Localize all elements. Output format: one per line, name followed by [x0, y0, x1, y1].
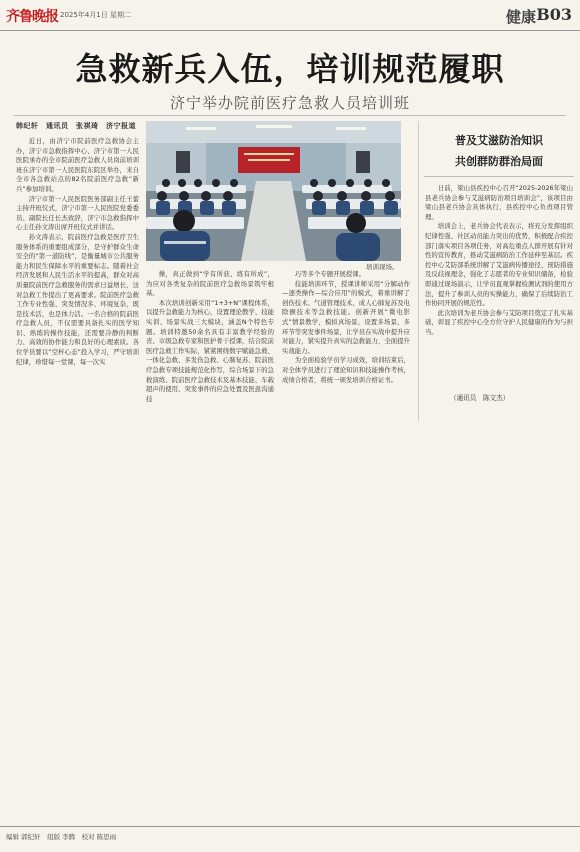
sub-headline: 济宁举办院前医疗急救人员培训班	[169, 94, 410, 112]
headline-divider	[14, 115, 566, 116]
page-header	[0, 0, 580, 32]
issue-date: 2025年4月1日	[60, 11, 108, 19]
paragraph: 此次培训为老兵协会参与艾防项目奠定了扎实基础，彰显了疾控中心全方位守护人民健康的作为与担当。	[425, 308, 573, 336]
footer-rule	[0, 826, 580, 827]
section-name: 健康	[505, 8, 536, 26]
paragraph: 日前，梁山县疾控中心召开“2025-2026年梁山县老兵协会参与艾滋病防治项目培训会”，该项目由梁山县老兵协会具体执行，县疾控中心负责项目管理。	[425, 184, 573, 221]
paragraph: 为全面检验学员学习成效，培训结束后，对全体学员进行了理论知识和技能操作考核，成绩合格者，将统一颁发培训合格证书。	[282, 356, 410, 384]
article-column-1	[16, 137, 139, 395]
article-column-2	[146, 270, 274, 410]
sidebar-headline-line1: 普及艾滋防治知识	[455, 134, 543, 147]
paragraph: 孙文涛表示，院前医疗急救是医疗卫生服务体系的重要组成部分，是守护群众生命安全的“第一道防线”，是衡量城市公共服务能力和民生保障水平的重要标志。随着社会经济发展和人民生活水平的提高，群众对高质量院前医疗急救服务的需求日益增长，这对急救工作提出了更高要求。院前医疗急救工作专业性强、突发情况多、环境复杂，既是技术活，也是体力活。一名合格的院前医疗急救人员，不仅需要具备扎实的医学知识、熟练的操作技能，还需要冷静的判断力、高效的协作能力和良好的心理素质。各位学员要以“空杯心态”投入学习，严守培训纪律，珍惜每一堂课，每一次实	[16, 232, 139, 366]
page-number: B03	[536, 5, 572, 24]
paragraph: 近日，由济宁市院前医疗急救协会主办，济宁市急救指挥中心、济宁市第一人民医院承办的全市院前医疗急救人员岗前培训班在济宁市第一人民医院东院区举办，来自全市各急救站点的82名院前医疗急救“新兵”参加培训。	[16, 137, 139, 193]
sidebar-headline-line2: 共创群防群治局面	[455, 155, 543, 168]
paragraph: 巧等多个专题开展授课。	[294, 270, 366, 278]
issue-weekday: 星期二	[110, 11, 131, 19]
article-byline: 韩纪轩 通讯员 张祺琦 济宁报道	[16, 122, 136, 130]
page-footer: 编辑 郭纪轩 组版 李腾 校对 陈思雨	[6, 833, 117, 841]
training-photo	[146, 121, 401, 261]
photo-caption: 培训现场。	[366, 263, 399, 271]
paragraph: 济宁市第一人民医院医务部副主任王蕾主持开班仪式，济宁市第一人民医院党委委员、副院长任长杰致辞，济宁市急救指挥中心主任孙文涛出席开班仪式并讲话。	[16, 194, 139, 232]
paragraph: 技能培训环节，授课讲师采用“分解动作—逐类操作—综合应用”的模式，着重讲解了创伤技术、气道管理技术、成人心肺复苏及电除颤技术等急救技能。创新开展“微电影式”情景教学，模拟真场景、设置多场景、多环节等突发事件场景，让学员在实战中提升应对能力，紧实提升真实的急救能力，全面提升实战能力。	[282, 279, 410, 355]
header-rule	[0, 30, 580, 31]
masthead-logo: 齐鲁晚报	[6, 9, 58, 25]
paragraph: 培训会上，老兵协会代表表示，将充分发挥组织纪律性强、社区动员能力突出的优势，积极配合疾控部门落实项目各项任务，对高危重点人群开展有针对性的宣传教育，推动艾滋病防治工作延伸至基层。疾控中心艾防部系统讲解了艾滋病传播途径、预防措施及反歧视理念，强化了志愿者的专业知识储备，检验即通过现场演示，让学员直观掌握检测试剂的使用方法，提升了参训人员的实操能力，确保了后续防治工作协同开展的规范性。	[425, 222, 573, 308]
sidebar-separator	[418, 121, 419, 421]
paragraph: 本次培训创新采用“1+3+N”课程体系，以提升急救能力为核心，设置理论教学、技能实训、场景实战三大模块，涵盖N个特色专题。培训特邀50余名具有丰富教学经验的省、市级急救专家和医护骨干授课，结合院前医疗急救工作实际，紧紧围绕数字赋能急救、一体化急救、多发伤急救、心肺复苏、院前医疗急救专项技能规范化作写，综合场景下的急救演练、院前医疗急救技术及基本技能、车载超声的使用、突发事件的应急处置及医患沟通技	[146, 298, 274, 403]
sidebar-credit: （通讯员 陈文杰）	[450, 394, 510, 402]
article-column-3	[282, 270, 410, 410]
main-headline: 急救新兵入伍，培训规范履职	[75, 50, 505, 88]
sidebar-rule	[424, 176, 574, 177]
paragraph: 操，真正做到“学有所获、练有所成”，为应对各类复杂的院前医疗急救场景筑牢根基。	[146, 270, 274, 298]
sidebar-article	[425, 184, 573, 389]
